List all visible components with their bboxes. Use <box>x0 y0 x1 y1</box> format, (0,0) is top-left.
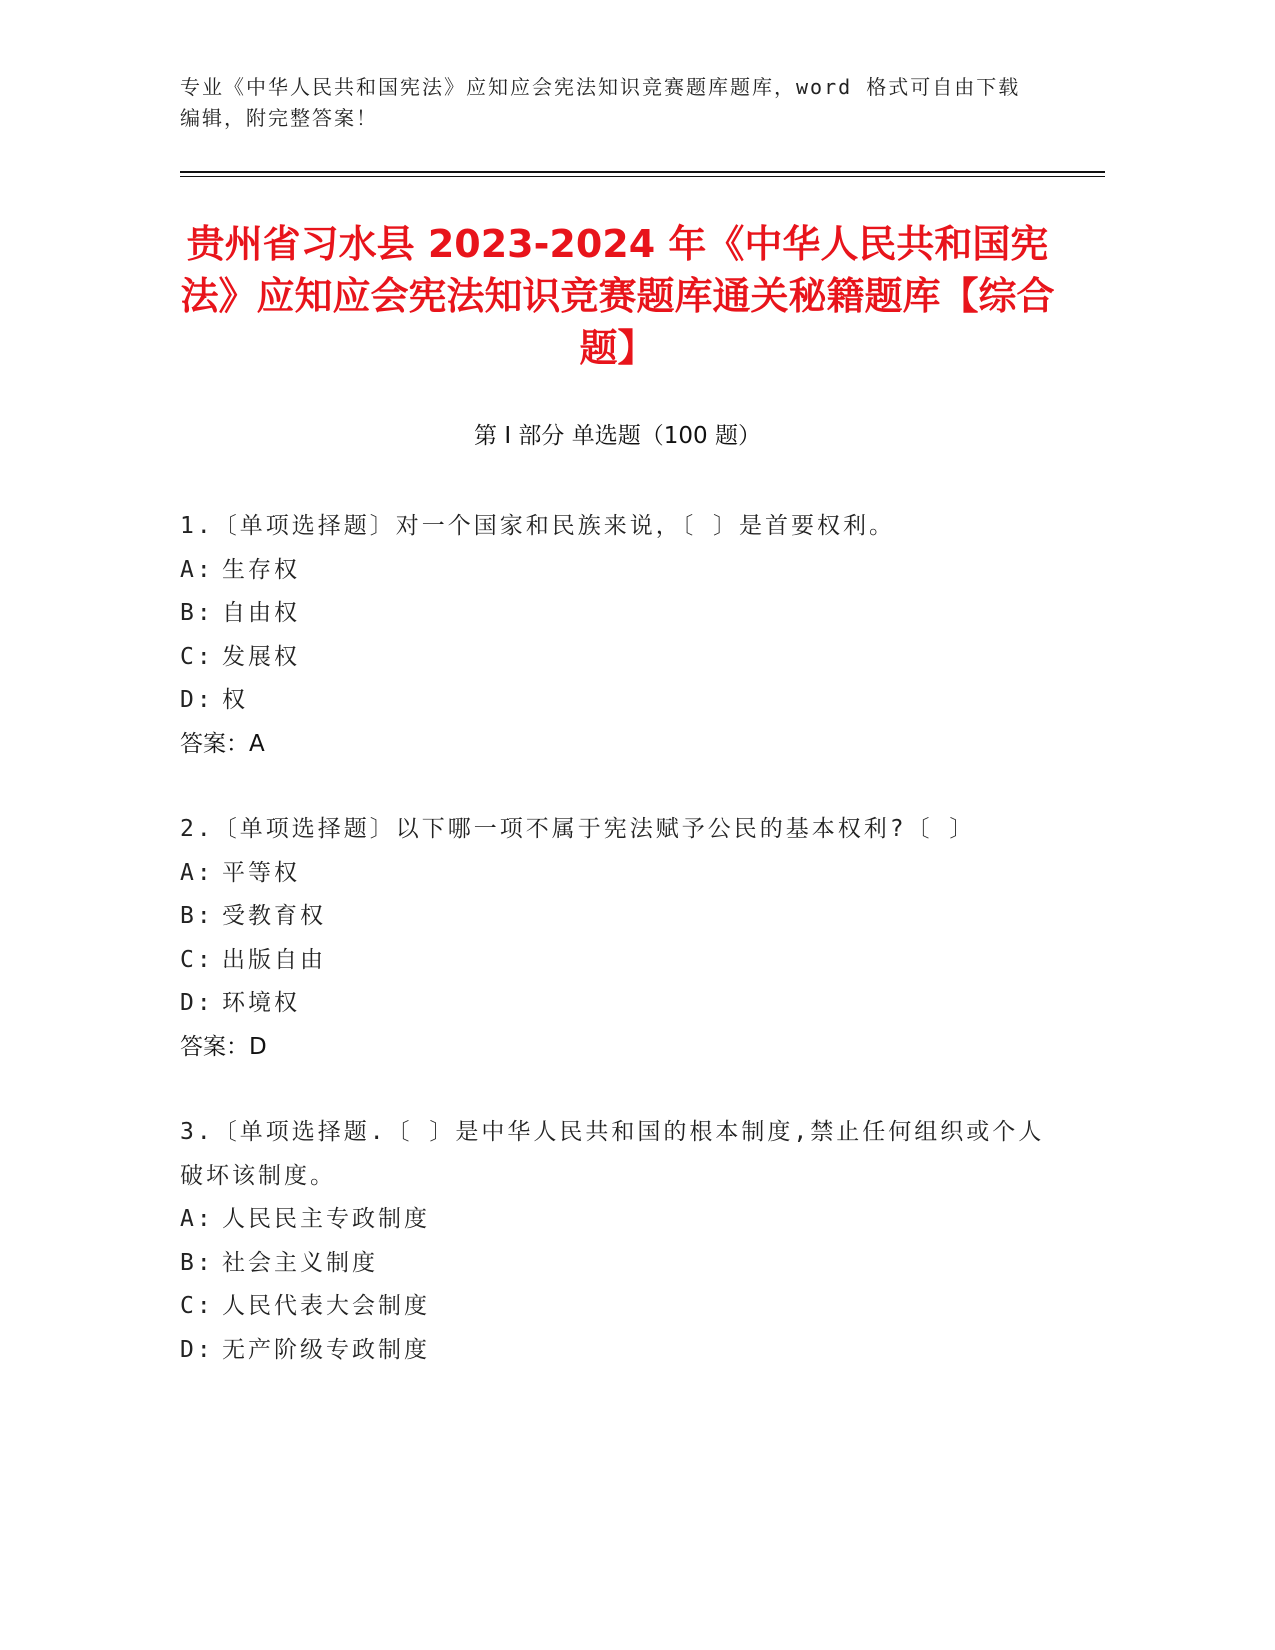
header-note: 专业《中华人民共和国宪法》应知应会宪法知识竞赛题库题库，word 格式可自由下载编辑，附完整答案！ <box>180 75 1021 130</box>
option-b <box>180 592 1060 636</box>
option-text: 人民民主专政制度 <box>222 1206 430 1232</box>
question-3 <box>180 1111 1060 1372</box>
option-key: A: <box>180 1206 214 1232</box>
option-key: C: <box>180 1293 214 1319</box>
question-stem: 1.〔单项选择题〕对一个国家和民族来说，〔 〕是首要权利。 <box>180 513 896 539</box>
option-b <box>180 895 1060 939</box>
question-2 <box>180 808 1060 1069</box>
option-c <box>180 636 1060 680</box>
option-key: D: <box>180 990 214 1016</box>
option-text: 权 <box>222 687 248 713</box>
option-key: C: <box>180 643 214 670</box>
option-d <box>180 679 1060 723</box>
option-key: B: <box>180 600 214 626</box>
option-d <box>180 1329 1060 1373</box>
question-stem: 3.〔单项选择题.〔 〕是中华人民共和国的根本制度,禁止任何组织或个人破坏该制度。 <box>180 1119 1045 1189</box>
document-title: 贵州省习水县 2023-2024 年《中华人民共和国宪法》应知应会宪法知识竞赛题库通关秘籍题库【综合题】 <box>180 222 1055 370</box>
option-key: A: <box>180 556 214 583</box>
option-text: 平等权 <box>222 859 300 886</box>
option-text: 人民代表大会制度 <box>222 1293 430 1319</box>
option-text: 生存权 <box>222 556 300 583</box>
option-b <box>180 1242 1060 1286</box>
option-key: A: <box>180 859 214 886</box>
question-stem: 2.〔单项选择题〕以下哪一项不属于宪法赋予公民的基本权利?〔 〕 <box>180 816 976 842</box>
option-key: D: <box>180 687 214 713</box>
section-title: 第 I 部分 单选题（100 题） <box>474 423 761 449</box>
header-divider-thin <box>180 176 1105 177</box>
option-c <box>180 939 1060 983</box>
header-divider-thick <box>180 171 1105 173</box>
option-text: 出版自由 <box>222 946 326 973</box>
option-key: B: <box>180 1249 214 1276</box>
option-a <box>180 549 1060 593</box>
option-text: 社会主义制度 <box>222 1249 378 1276</box>
option-c <box>180 1285 1060 1329</box>
option-text: 无产阶级专政制度 <box>222 1336 430 1363</box>
option-a <box>180 1198 1060 1242</box>
question-list <box>180 505 1060 1414</box>
answer: 答案：A <box>180 730 265 757</box>
option-d <box>180 982 1060 1026</box>
option-text: 发展权 <box>222 643 300 670</box>
answer: 答案：D <box>180 1033 267 1060</box>
question-1 <box>180 505 1060 766</box>
option-key: B: <box>180 903 214 929</box>
option-text: 受教育权 <box>222 903 326 929</box>
option-key: C: <box>180 946 214 973</box>
option-key: D: <box>180 1336 214 1363</box>
option-text: 环境权 <box>222 990 300 1016</box>
option-text: 自由权 <box>222 600 300 626</box>
option-a <box>180 852 1060 896</box>
